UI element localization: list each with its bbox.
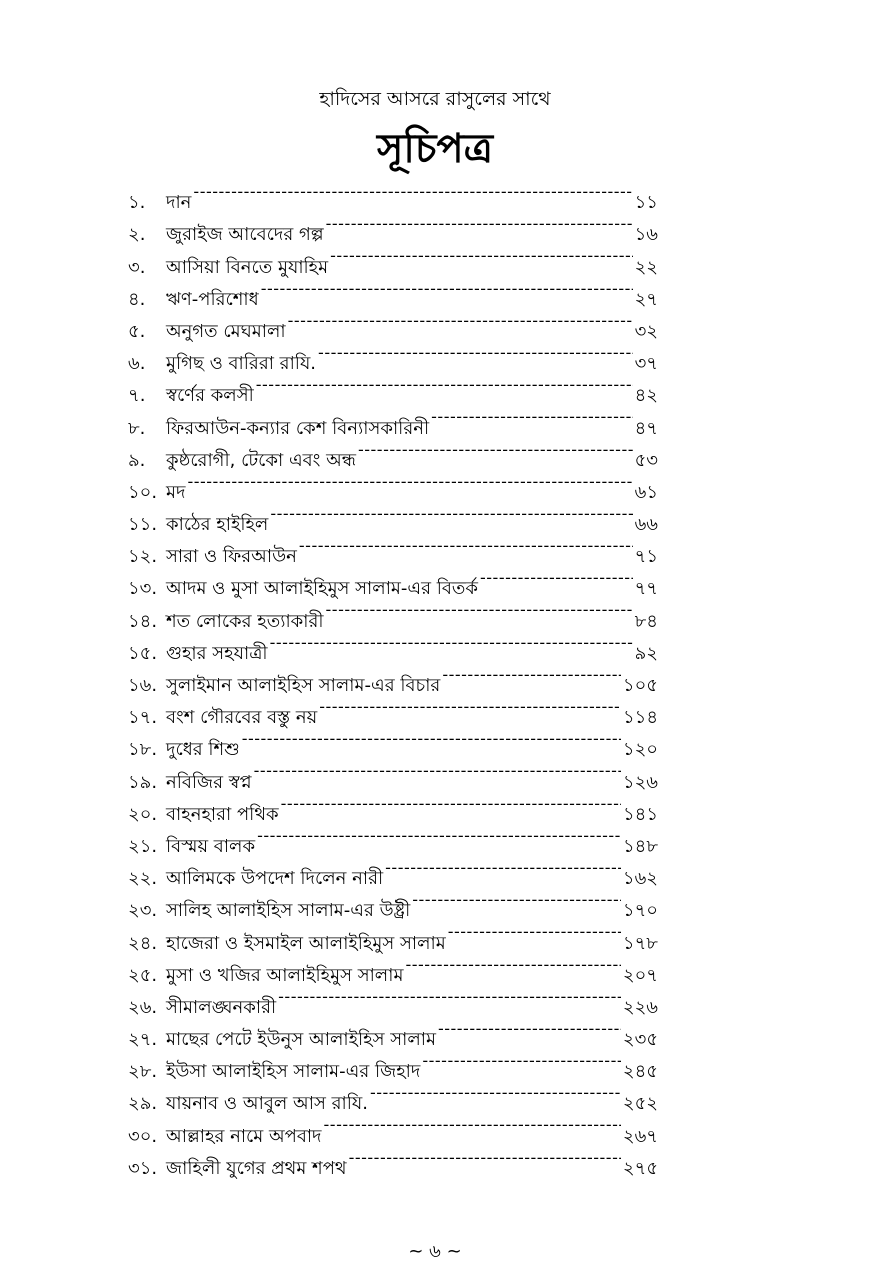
toc-dot-leader [257,820,621,852]
toc-entry-title: দান [166,192,192,214]
toc-entry-number: ২৫. [128,964,158,986]
toc-dot-leader [349,1142,621,1174]
toc-entry-title: বংশ গৌরবের বস্তু নয় [166,707,318,729]
toc-entry-number: ১২. [128,546,158,568]
toc-dot-leader [270,627,633,659]
toc-dot-leader [412,884,621,916]
toc-entry-title: ঋণ-পরিশোধ [166,288,259,310]
toc-dot-leader [326,594,633,626]
toc-dot-leader [438,1013,621,1045]
toc-entry-number: ৬. [128,353,146,375]
toc-dot-leader [319,691,621,723]
toc-entry-page: ১৬২ [622,868,658,890]
toc-entry-number: ২৬. [128,996,158,1018]
toc-entry-title: শত লোকের হত্যাকারী [166,610,324,632]
toc-entry-title: আদম ও মুসা আলাইহিমুস সালাম-এর বিতর্ক [166,578,478,600]
toc-dot-leader [330,240,632,272]
toc-entry [128,208,658,246]
running-header: হাদিসের আসরে রাসুলের সাথে [319,88,551,110]
toc-entry [128,466,658,503]
toc-dot-leader [442,659,621,691]
toc-dot-leader [385,852,621,884]
toc-entry-page: ১২৬ [622,771,658,793]
toc-entry-title: হাজেরা ও ইসমাইল আলাইহিমুস সালাম [166,932,446,954]
toc-entry-title: সীমালঙ্ঘনকারী [166,996,277,1018]
toc-entry-title: বাহনহারা পথিক [166,803,279,825]
toc-dot-leader [270,498,632,530]
toc-entry-number: ৫. [128,320,146,342]
toc-entry-page: ৫৩ [634,449,658,471]
toc-entry-number: ৩১. [128,1157,158,1179]
toc-dot-leader [187,466,632,498]
toc-entry-page: ২৫২ [622,1093,658,1115]
toc-entry-title: দুধের শিশু [166,739,240,761]
toc-entry-title: স্বর্ণের কলসী [166,385,254,407]
toc-entry-page: ২৩৫ [622,1029,658,1051]
toc-entry-number: ৩০. [128,1125,158,1147]
toc-entry-number: ৮. [128,417,146,439]
page-number: ~ ৬ ~ [408,1241,462,1262]
toc-entry-number: ১৯. [128,771,158,793]
toc-list [128,176,658,1179]
toc-entry-number: ২২. [128,868,158,890]
toc-entry [128,176,658,214]
toc-entry-page: ১৬ [634,224,658,246]
toc-dot-leader [256,369,633,401]
toc-entry-page: ২৬৭ [622,1125,658,1147]
toc-dot-leader [261,273,633,305]
toc-entry-title: কুষ্ঠরোগী, টেকো এবং অন্ধ [166,449,356,471]
toc-entry-title: জুরাইজ আবেদের গল্প [166,224,324,246]
toc-entry-page: ২৭ [634,288,658,310]
toc-entry-number: ১১. [128,514,158,536]
toc-dot-leader [422,1045,621,1077]
toc-entry-number: ৪. [128,288,146,310]
toc-title: সূচিপত্র [377,126,493,172]
toc-entry-title: মাছের পেটে ইউনুস আলাইহিস সালাম [166,1029,436,1051]
toc-dot-leader [242,723,621,755]
toc-dot-leader [318,337,633,369]
toc-entry-number: ২৭. [128,1029,158,1051]
toc-entry-number: ১. [128,192,146,214]
toc-entry-number: ১৮. [128,739,158,761]
toc-dot-leader [480,562,633,594]
toc-entry-page: ৩৭ [634,353,658,375]
toc-dot-leader [405,949,620,981]
toc-entry-title: গুহার সহযাত্রী [166,642,268,664]
toc-dot-leader [254,755,621,787]
toc-entry-number: ২১. [128,835,158,857]
toc-entry-page: ৬৬ [634,514,658,536]
toc-dot-leader [278,981,621,1013]
toc-entry-title: আল্লাহর নামে অপবাদ [166,1125,322,1147]
toc-entry-page: ১৭৮ [622,932,658,954]
toc-dot-leader [193,176,632,208]
toc-entry-number: ১৫. [128,642,158,664]
toc-entry-page: ১৪৮ [622,835,658,857]
toc-entry-page: ৭৭ [634,578,658,600]
toc-entry-title: অনুগত মেঘমালা [166,320,286,342]
toc-entry-page: ৬১ [634,481,658,503]
toc-entry-title: বিস্ময় বালক [166,835,256,857]
toc-entry-number: ১৬. [128,675,158,696]
toc-entry-page: ১১ [634,192,658,214]
toc-dot-leader [324,1109,621,1141]
toc-dot-leader [448,916,621,948]
toc-entry-number: ৭. [128,385,146,407]
toc-entry-page: ৩২ [634,320,658,342]
toc-entry-page: ৮৪ [634,610,658,632]
toc-dot-leader [370,1077,621,1109]
toc-entry-page: ২৪৫ [622,1061,658,1083]
toc-entry-title: আলিমকে উপদেশ দিলেন নারী [166,868,384,890]
toc-entry-title: যায়নাব ও আবুল আস রাযি. [166,1093,368,1115]
toc-entry-number: ১৪. [128,610,158,632]
toc-dot-leader [288,305,633,337]
toc-entry-number: ১০. [128,481,158,503]
toc-entry-number: ৯. [128,449,146,471]
toc-dot-leader [326,208,633,240]
toc-entry-page: ৯২ [634,642,658,664]
toc-entry-page: ২২৬ [622,996,658,1018]
toc-entry-title: জাহিলী যুগের প্রথম শপথ [166,1157,347,1179]
toc-entry-title: সালিহ আলাইহিস সালাম-এর উষ্ট্রী [166,900,411,922]
toc-entry-number: ১৩. [128,578,158,600]
toc-entry-page: ২০৭ [622,964,658,986]
toc-entry-number: ২. [128,224,146,246]
toc-entry-page: ১১৪ [622,707,658,729]
toc-entry-title: ইউসা আলাইহিস সালাম-এর জিহাদ [166,1061,421,1083]
toc-entry-page: ৭১ [634,546,658,568]
toc-entry-title: মুসা ও খজির আলাইহিমুস সালাম [166,964,404,986]
toc-entry-title: কাঠের হাইহিল [166,514,269,536]
toc-entry [128,498,658,536]
toc-entry-title: নবিজির স্বপ্ন [166,771,252,793]
toc-entry-page: ১২০ [622,739,658,761]
toc-dot-leader [431,401,632,433]
toc-entry-number: ২৩. [128,900,158,922]
toc-dot-leader [299,530,633,562]
toc-entry-number: ২৯. [128,1093,158,1115]
toc-entry-title: ফিরআউন-কন্যার কেশ বিন্যাসকারিনী [166,417,430,439]
toc-entry-title: সুলাইমান আলাইহিস সালাম-এর বিচার [166,675,441,696]
toc-dot-leader [281,788,621,820]
toc-entry-number: ১৭. [128,707,158,729]
toc-entry-page: ১৪১ [622,803,658,825]
toc-entry-page: ২২ [634,256,658,278]
toc-entry-page: ৪২ [634,385,658,407]
toc-entry-title: মদ [166,481,186,503]
toc-entry-number: ২৮. [128,1061,158,1083]
toc-entry-number: ২৪. [128,932,158,954]
toc-entry-title: মুগিছ ও বারিরা রাযি. [166,353,317,375]
toc-entry-page: ১৭০ [622,900,658,922]
toc-entry-title: সারা ও ফিরআউন [166,546,297,568]
toc-dot-leader [358,434,633,466]
toc-entry-title: আসিয়া বিনতে মুযাহিম [166,256,329,278]
toc-entry-page: ২৭৫ [622,1157,658,1179]
toc-entry-page: ৪৭ [634,417,658,439]
toc-entry-number: ৩. [128,256,146,278]
toc-entry-page: ১০৫ [622,675,658,696]
toc-entry-number: ২০. [128,803,158,825]
